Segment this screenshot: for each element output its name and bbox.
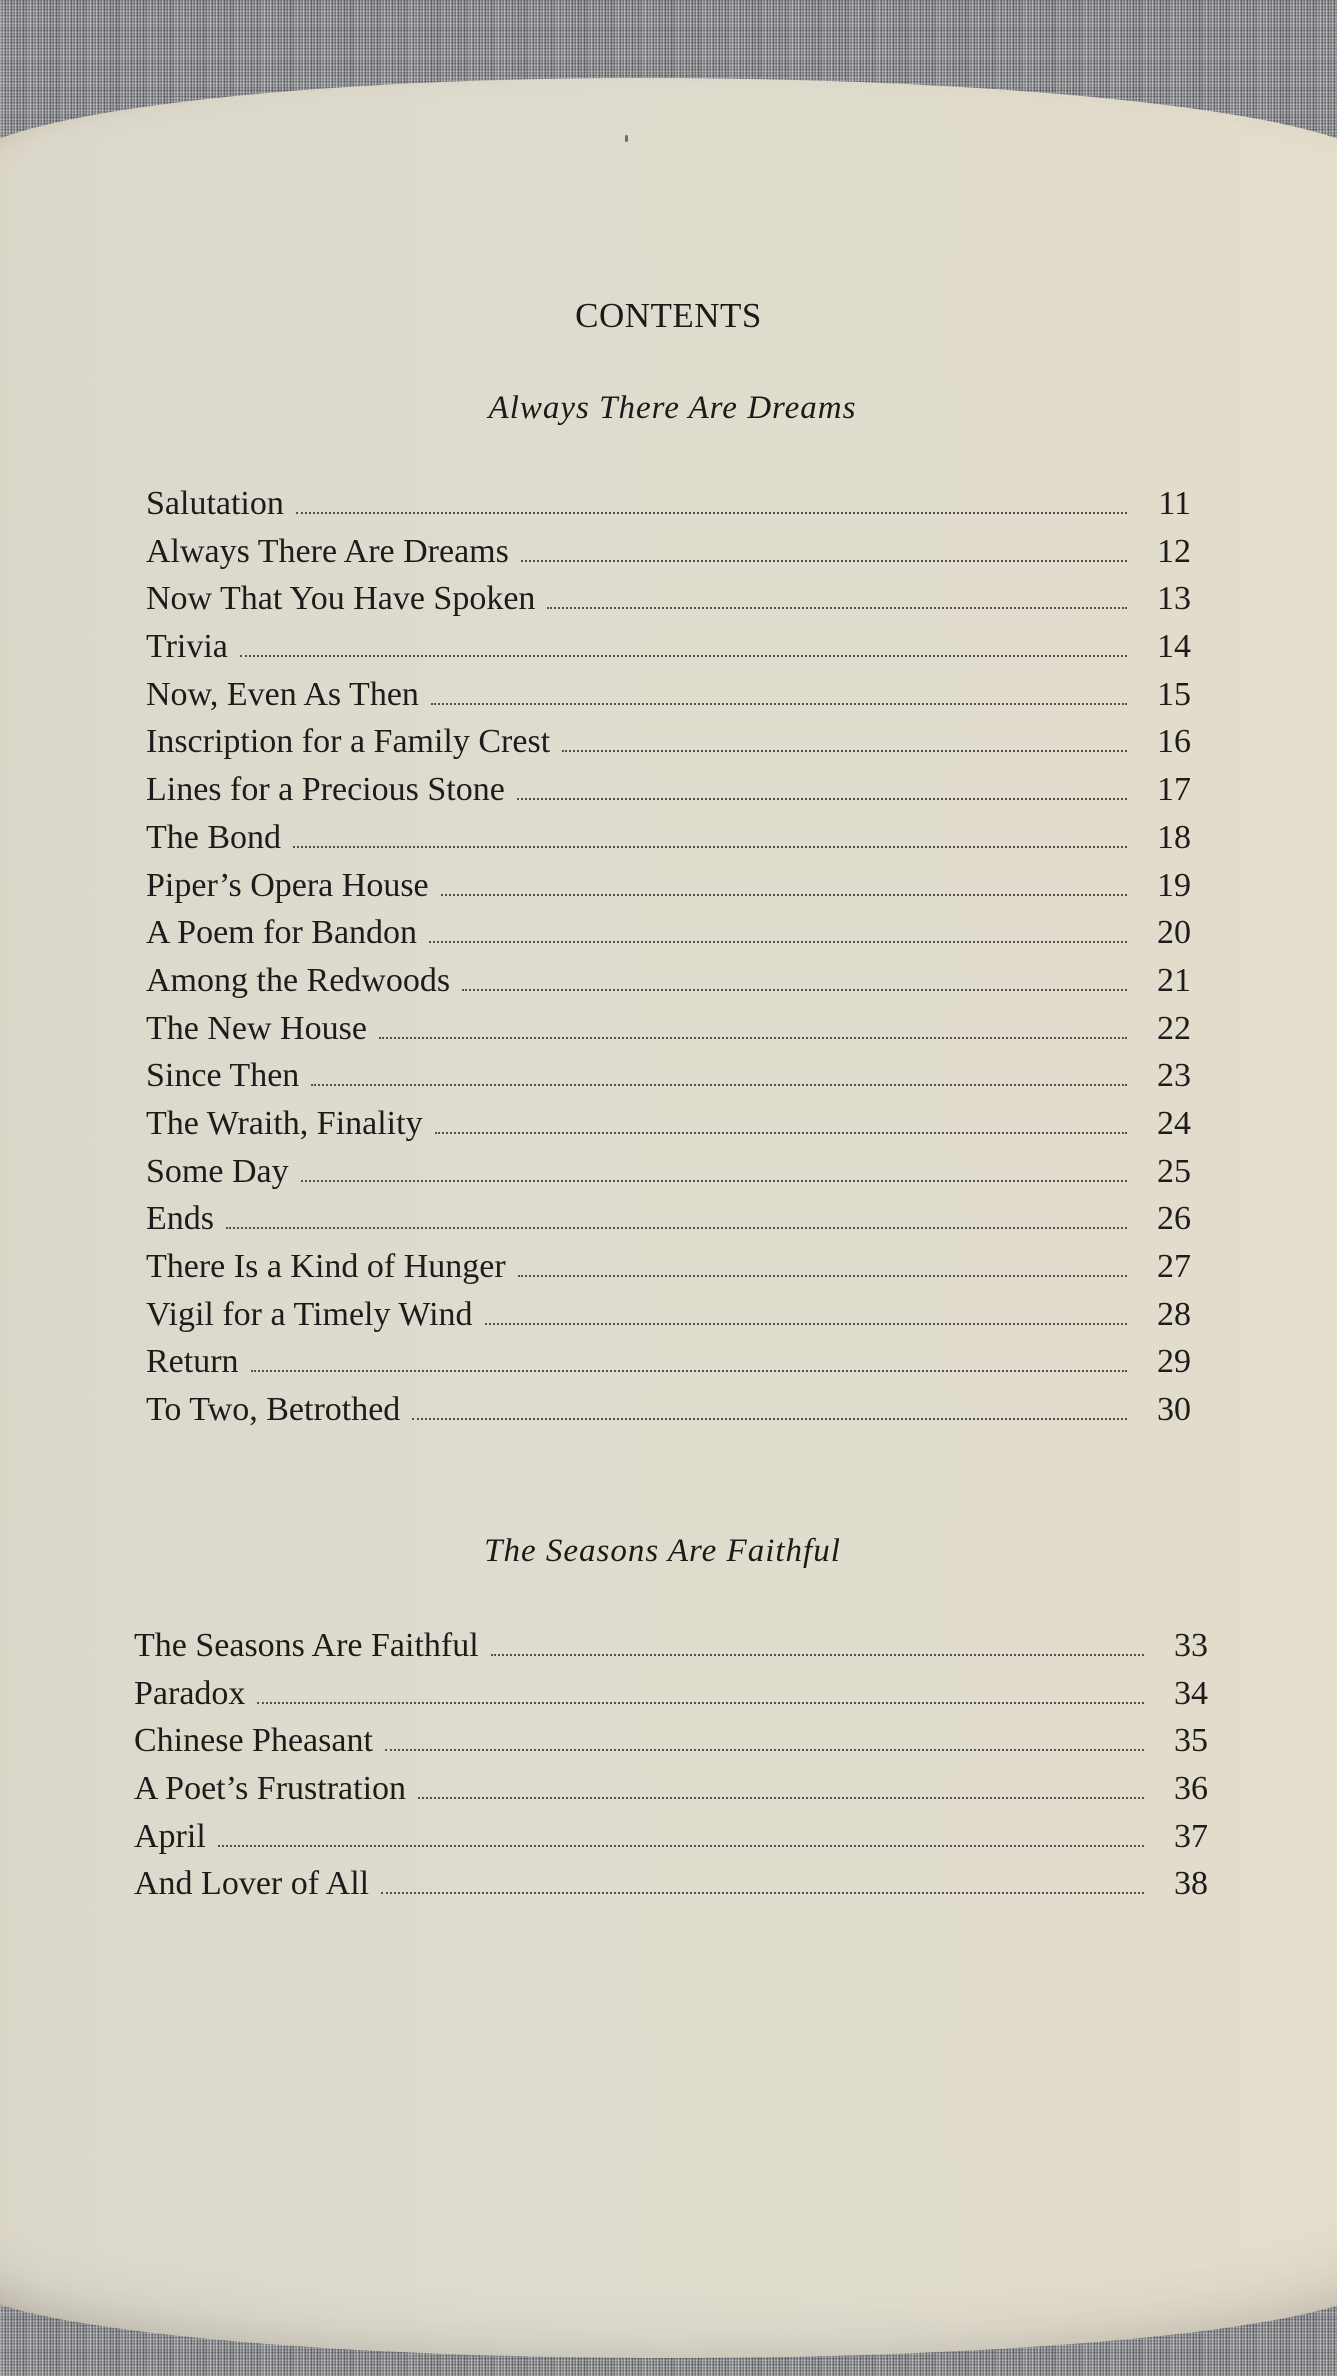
dot-leader [491, 1654, 1144, 1656]
section-heading: Always There Are Dreams [488, 390, 857, 426]
dot-leader [385, 1749, 1144, 1751]
toc-entry[interactable] [146, 957, 1191, 1005]
dot-leader [381, 1892, 1144, 1894]
dot-leader [379, 1037, 1127, 1039]
entry-title: Now, Even As Then [146, 675, 419, 713]
entry-page-number: 17 [1157, 771, 1191, 809]
dot-leader [441, 894, 1127, 896]
entry-title: Among the Redwoods [146, 961, 451, 999]
toc-entry[interactable] [146, 1386, 1191, 1434]
entry-page-number: 20 [1157, 914, 1191, 952]
entry-page-number: 35 [1174, 1722, 1208, 1760]
dot-leader [418, 1797, 1144, 1799]
entry-title: Vigil for a Timely Wind [146, 1295, 473, 1333]
dot-leader [462, 989, 1127, 991]
entry-title: Salutation [146, 485, 284, 522]
dot-leader [257, 1702, 1144, 1704]
entry-page-number: 14 [1157, 628, 1191, 666]
page-title: CONTENTS [575, 296, 762, 335]
entry-title: A Poet’s Frustration [134, 1770, 407, 1808]
entry-page-number: 16 [1157, 723, 1191, 761]
entry-title: And Lover of All [134, 1865, 370, 1903]
entry-title: Ends [146, 1200, 214, 1238]
entry-page-number: 36 [1174, 1770, 1208, 1808]
entry-page-number: 37 [1174, 1817, 1208, 1855]
toc-entry[interactable] [146, 528, 1191, 576]
toc-entry[interactable] [146, 1243, 1191, 1291]
toc-entry[interactable] [146, 718, 1191, 766]
entry-title: Some Day [146, 1152, 289, 1190]
toc-section-list [134, 1622, 1208, 1908]
toc-entry[interactable] [146, 1100, 1191, 1148]
dot-leader [431, 703, 1127, 705]
dot-leader [485, 1323, 1127, 1325]
dot-leader [293, 846, 1127, 848]
toc-entry[interactable] [146, 671, 1191, 719]
entry-page-number: 25 [1157, 1152, 1191, 1190]
dot-leader [311, 1084, 1127, 1086]
entry-page-number: 21 [1157, 961, 1191, 999]
entry-page-number: 38 [1174, 1865, 1208, 1903]
dot-leader [301, 1180, 1127, 1182]
toc-entry[interactable] [146, 766, 1191, 814]
toc-entry[interactable] [134, 1860, 1208, 1908]
entry-page-number: 29 [1157, 1343, 1191, 1381]
entry-title: Since Then [146, 1057, 300, 1095]
dot-leader [562, 750, 1127, 752]
dot-leader [521, 560, 1127, 562]
entry-title: The Wraith, Finality [146, 1104, 423, 1142]
dot-leader [547, 607, 1127, 609]
entry-page-number: 15 [1157, 675, 1191, 713]
entry-title: There Is a Kind of Hunger [146, 1248, 506, 1285]
toc-entry[interactable] [134, 1670, 1208, 1718]
entry-title: Trivia [146, 628, 228, 666]
toc-entry[interactable] [146, 480, 1191, 528]
entry-page-number: 18 [1157, 818, 1191, 856]
dot-leader [226, 1227, 1127, 1229]
toc-entry[interactable] [134, 1765, 1208, 1813]
entry-title: To Two, Betrothed [146, 1391, 401, 1429]
toc-entry[interactable] [146, 575, 1191, 623]
dot-leader [517, 798, 1127, 800]
entry-page-number: 23 [1157, 1057, 1191, 1095]
entry-page-number: 13 [1157, 580, 1191, 618]
entry-page-number: 22 [1157, 1009, 1191, 1047]
entry-page-number: 28 [1157, 1295, 1191, 1333]
dot-leader [429, 941, 1127, 943]
toc-entry[interactable] [146, 1338, 1191, 1386]
entry-title: Piper’s Opera House [146, 866, 429, 904]
entry-page-number: 24 [1157, 1104, 1191, 1142]
entry-page-number: 27 [1157, 1248, 1191, 1285]
entry-page-number: 12 [1157, 532, 1191, 570]
entry-title: April [134, 1817, 206, 1855]
entry-page-number: 11 [1158, 485, 1191, 522]
toc-entry[interactable] [146, 623, 1191, 671]
toc-entry[interactable] [146, 909, 1191, 957]
toc-entry[interactable] [134, 1622, 1208, 1670]
toc-entry[interactable] [134, 1717, 1208, 1765]
entry-page-number: 19 [1157, 866, 1191, 904]
entry-title: The Bond [146, 818, 282, 856]
dot-leader [435, 1132, 1127, 1134]
dot-leader [251, 1370, 1127, 1372]
dot-leader [240, 655, 1127, 657]
dot-leader [412, 1418, 1127, 1420]
entry-title: Return [146, 1343, 239, 1381]
entry-title: Paradox [134, 1674, 246, 1712]
toc-entry[interactable] [146, 814, 1191, 862]
entry-title: Inscription for a Family Crest [146, 723, 551, 761]
toc-entry[interactable] [146, 1052, 1191, 1100]
toc-entry[interactable] [146, 1291, 1191, 1339]
toc-entry[interactable] [134, 1813, 1208, 1861]
entry-page-number: 26 [1157, 1200, 1191, 1238]
dot-leader [218, 1845, 1144, 1847]
entry-page-number: 34 [1174, 1674, 1208, 1712]
entry-page-number: 30 [1157, 1391, 1191, 1429]
entry-title: A Poem for Bandon [146, 914, 418, 952]
entry-title: Now That You Have Spoken [146, 580, 536, 618]
toc-section-list [146, 480, 1191, 1434]
entry-title: Lines for a Precious Stone [146, 771, 505, 809]
toc-entry[interactable] [146, 862, 1191, 910]
toc-entry[interactable] [146, 1005, 1191, 1053]
section-heading: The Seasons Are Faithful [484, 1533, 841, 1569]
entry-title: Chinese Pheasant [134, 1722, 373, 1760]
toc-entry[interactable] [146, 1195, 1191, 1243]
entry-title: The New House [146, 1009, 367, 1047]
entry-title: The Seasons Are Faithful [134, 1627, 479, 1664]
entry-title: Always There Are Dreams [146, 532, 509, 570]
dot-leader [296, 512, 1127, 514]
toc-entry[interactable] [146, 1148, 1191, 1196]
entry-page-number: 33 [1174, 1627, 1208, 1664]
dot-leader [518, 1275, 1127, 1277]
